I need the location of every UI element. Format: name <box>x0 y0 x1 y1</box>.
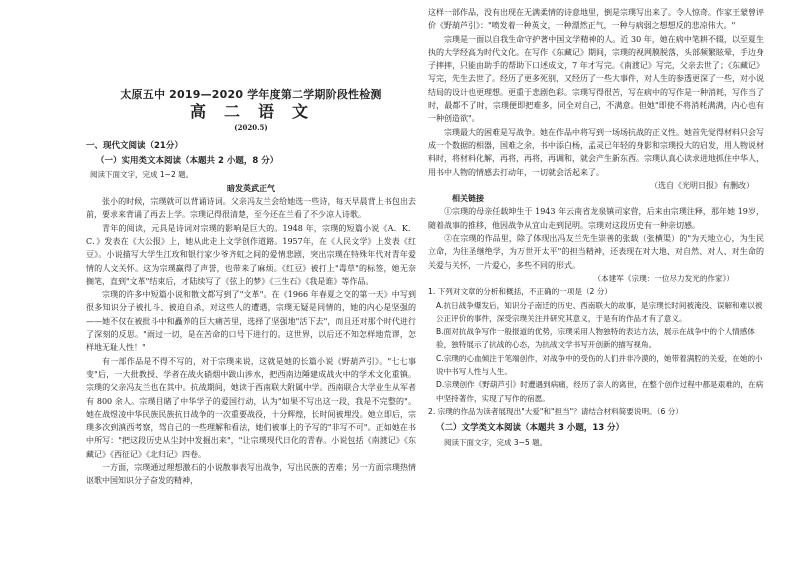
instruction: 阅读下面文字，完成 1~2 题。 <box>90 170 194 180</box>
option-c: C.宗璞的心血倾注于笔端创作，对战争中的受伤的人们并非冷漠的，她带着满腔的关爱，在她的小说中书写人性与人生。 <box>436 353 763 377</box>
paragraph: 宗璞是一面以自我生命守护著中国文学精神的人。近 30 年，她在病中笔耕不辍，以至夏生执的大学经高为时代文化。在写作《东藏记》期间，宗璞的视网膜脱落，头部频繁眩晕，手边身子摔摔，只能由助手的帮助下口述成文，7 年才写完。《南渡记》写完，父亲去世了；《东藏记》写完，先生去世了。经历了更多死别，又经历了一些大事件，对人生的参透更深了一些，对小说结局的设计也更理想。更重于悲剧色彩。宗璞写得很苦，写在病中的写作是一种消耗，写作当了时，最都不了时，宗璞便即把难多，同全对自己，不满意。但她"即使不将消耗满满，内心也有一种创造欲"。 <box>428 34 764 124</box>
paragraph: 张小的时候，宗璞就可以背诵诗词。父亲冯友兰会给她选一些诗，每天早晨背上书包出去前，要求来背诵了再去上学。宗璞记得很清楚，至今还在兰看了不少凉人诗歌。 <box>86 197 416 220</box>
paragraph: 宗璞最大的困难是写战争。她在作品中将写到一场场抗战的正义性。她首先觉得材料只会写成一个数据的相器，国难之余，书中添白杨，孟灵已年轻的身影和宗璞投大的启发，用人物说材料时，将材料化解，再将，再将，再调和，就会产生新东西。宗璞认真心读求进地抓住中华人，用书中人物的情感去打动年，一切就会活起来了。 <box>428 127 764 177</box>
option-b: B.面对抗战争写作一般报道的优势，宗璞采用人物独特的表达方法，展示在战争中的个人情感体验，独特展示了抗战的心态，为抗战文学书写开创新的描写视角。 <box>436 327 755 350</box>
subsection-heading-2: （二）文学类文本阅读（本题共 3 小题，13 分） <box>436 423 625 434</box>
article-source: （选自《光明日报》有删改） <box>650 180 754 190</box>
paragraph: 这样一部作品，没有出现在无满柔情的诗意地里，倒是宗璞写出来了。令人惊奇。作家王蒙曾评价《野葫芦引》："喷发着一种英文，一种漂然正气，一种与病弱之想想反的悲凉伟大。" <box>428 8 764 31</box>
related-item: ②在宗璞的作品里，除了体现出冯友兰先生崇善的张载（张横渠）的"为天地立心，为生民立命，为往圣继绝学，为万世开太平"的担当精神，还表现在对大地、对自然、对人、对生命的关爱与关怀，一片爱心，多些不同的形式。 <box>428 234 764 270</box>
subject-title: 高二语文 <box>189 102 326 122</box>
title-block <box>86 88 416 134</box>
paragraph: 青年的阅读，元具是诗词对宗璞的影响是巨大的。1948 年，宗璞的短篇小说《A．K．C．》发表在《大公报》上，她从此走上文学创作道路。1957年，在《人民文学》上发表《红豆》。小说描写大学生江玫和银行家少爷齐虹之间的爱情悲剧，突出宗璞在特殊年代对青年爱情的人文关怀。这为宗璞赢得了声誉，也带来了麻烦。《红豆》被打上"毒草"的标签，她无奈搁笔，直到"文革"结束后，才陆续写了《弦上的梦》《三生石》《我是谁》等作品。 <box>86 223 416 286</box>
option-a: A.抗日战争爆发后，知识分子南迁的历史、西南联大的故事，是宗璞长时间被淹没、误解和难以被公正评价的事件，深受宗璞关注并研究其意义，于是有的作品才有了意义。 <box>436 300 763 323</box>
paragraph: 一方面，宗璞通过理想激石的小说散事表写出战争，写出民族的苦难；另一方面宗璞热情讴歌中国知识分子奋发的精神， <box>86 463 416 486</box>
option-d: D.宗璞创作《野葫芦引》时遭遇到病痛，经历了亲人的离世，在整个创作过程中都是艰难的，在病中坚持著作，实现了写作的宿愿。 <box>436 380 764 403</box>
right-column <box>428 6 764 449</box>
section-heading: 一、现代文阅读（21分） <box>86 140 183 151</box>
paragraph: 宗璞的许多中短篇小说和散文都写到了"文革"。在《1966 年春夏之交的第一天》中写到很多知识分子被扎斗、被迫自杀，对这些人的遭遇，宗璞无疑是同情的，她的内心是坚强的——她不仅在被批斗中和矗养的巨大痛苦里，选择了坚强地"活下去"，而且还对那个时代进行了深刻的反思。"雨过一切，是在苦命的口号下进行的。这世界，以后还不知怎样地荒谬，怎样地无耻人性！" <box>86 290 416 353</box>
article-title: 暗发英武正气 <box>227 183 275 193</box>
question-1: 1. 下列对文章的分析和概括，不正确的一项是（2 分） <box>428 287 612 297</box>
exam-date: (2020.5) <box>234 122 268 132</box>
instruction-2: 阅读下面文字，完成 3~5 题。 <box>444 437 548 447</box>
school-title: 太原五中 2019—2020 学年度第二学期阶段性检测 <box>120 88 382 101</box>
related-item: ①宗璞的母亲任载坤生于 1943 年云南省龙泉镇司家营，后来由宗璞注释，那年她 19岁，随着战事的推移，他因战争从宜山走到昆明。宗璞对这段历史有一种亲切感。 <box>428 207 764 230</box>
related-source: （本建军《宗璞：一位尽力发光的作家》） <box>593 273 734 283</box>
question-2: 2. 宗璞的作品为读者展现出"大爱"和"担当"？请结合材料简要说明。（6 分） <box>428 406 683 416</box>
subsection-heading: （一）实用类文本阅读（本题共 2 小题，8 分） <box>96 156 279 167</box>
left-column <box>86 6 416 488</box>
paragraph: 有一部作品是不得不写的，对于宗璞来说，这就是她的长篇小说《野葫芦引》。"七七事变"后，一大批教授、学者在战火硝烟中跋山涉水，把西南边陲建成战火中的学术文化重镇。宗璞的父亲冯友兰也在其中。抗战期间，她读于西南联大附属中学。西南联合大学业生从军者有 800 余人。宗璞目睹了中华学子的爱国行动，认为"如果不写出这一段，我是不完整的"。她在战煜凌中华民族民族抗日战争的一次重要战役，十分辉煌，长时间被埋没。她立即后，宗璞多次到滇西考察，驾自己的一些理解和看法，她们被事上的予写的"非写不可"。正如她在书中所写："把这段历史从尘封中发掘出来"，"让宗璞现代日化的青春。小说包括《南渡记》《东藏记》《西征记》《北归记》四卷。 <box>86 356 416 459</box>
related-link-title: 相关链接 <box>452 193 484 204</box>
